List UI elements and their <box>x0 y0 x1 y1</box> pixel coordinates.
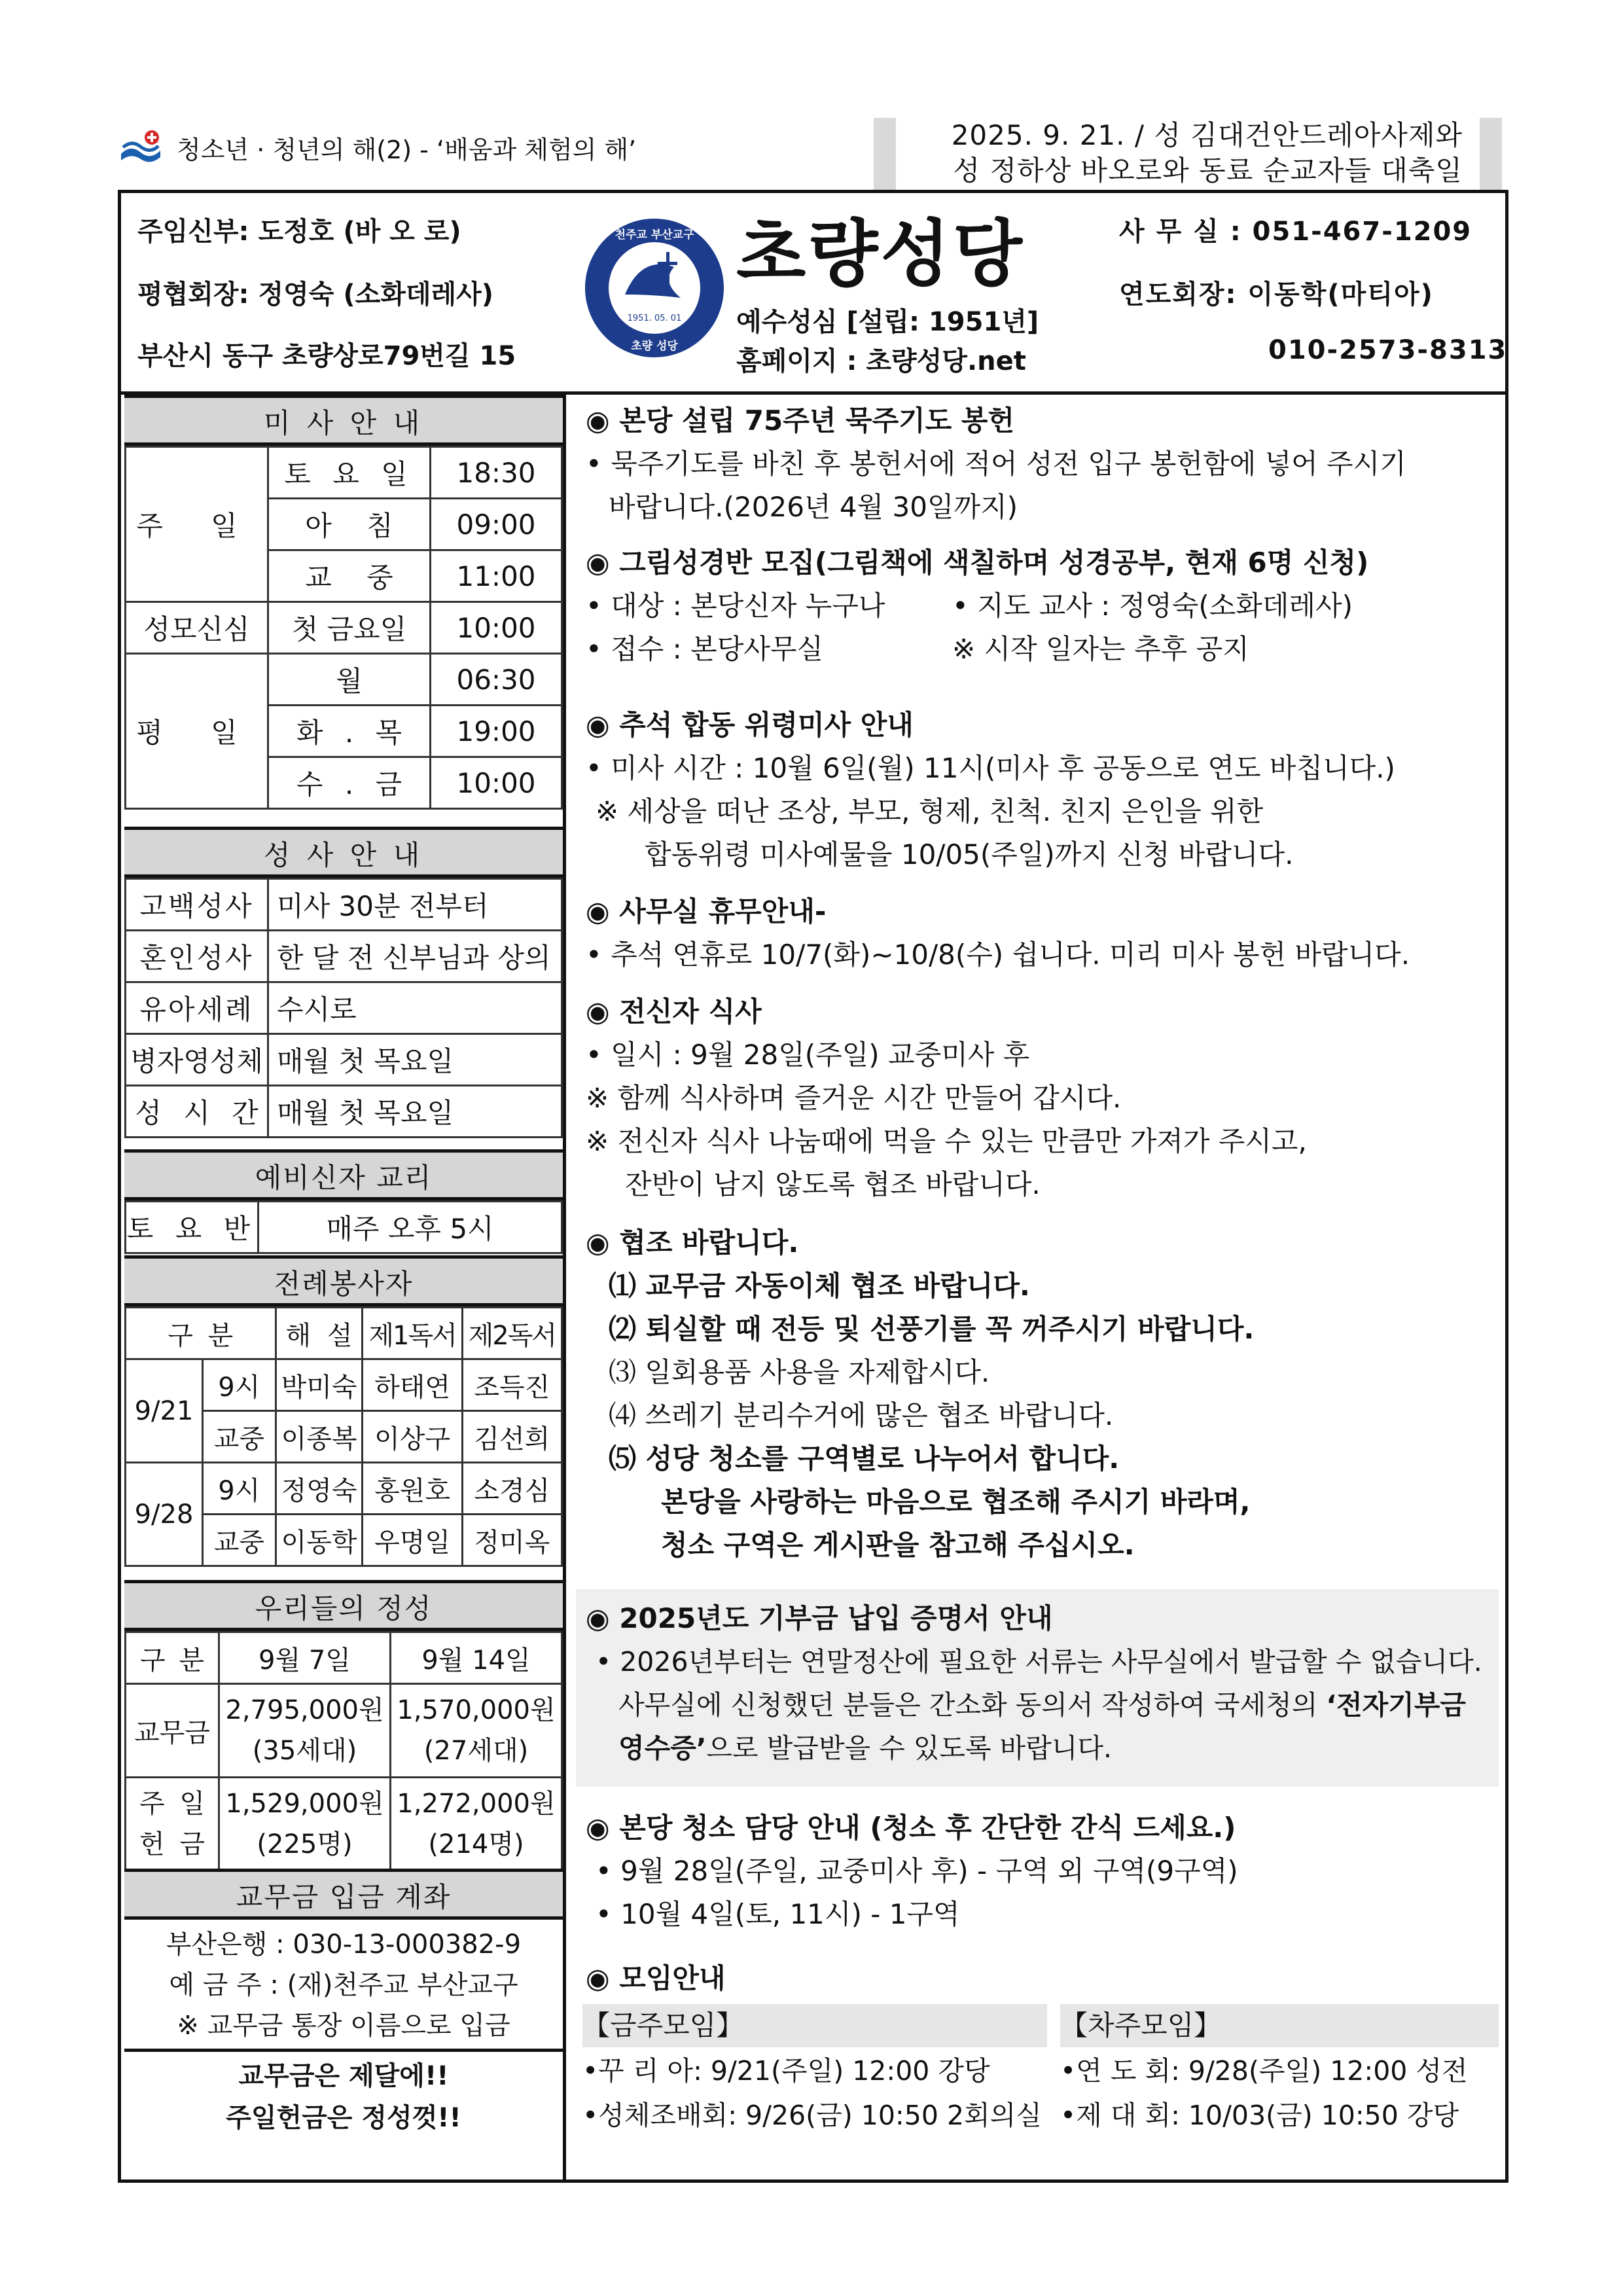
this-week-meetings-title: 【금주모임】 <box>582 2004 1047 2047</box>
account-section-title: 교무금 입금 계좌 <box>124 1869 563 1920</box>
notice-line: ※ 전신자 식사 나눔때에 먹을 수 있는 만큼만 가져가 주시고, <box>586 1125 1307 1157</box>
notice-line: ⑴ 교무금 자동이체 협조 바랍니다. <box>609 1270 1030 1302</box>
notice-cooperation <box>586 1221 1254 1567</box>
notice-line: ※ 함께 식사하며 즐거운 시간 만들어 갑시다. <box>586 1082 1122 1114</box>
sacrament-key: 고백성사 <box>126 879 268 931</box>
notice-line: ※ 세상을 떠난 조상, 부모, 형제, 친척. 친지 은인을 위한 <box>596 795 1264 827</box>
notice-line: 잔반이 남지 않도록 협조 바랍니다. <box>625 1168 1041 1200</box>
account-note: ※ 교무금 통장 이름으로 입금 <box>177 2011 510 2041</box>
notice-line: • 묵주기도를 바친 후 봉헌서에 적어 성전 입구 봉헌함에 넣어 주시기 <box>586 448 1406 480</box>
notice-line: ⑷ 쓰레기 분리수거에 많은 협조 바랍니다. <box>609 1399 1114 1431</box>
liturgy-mass: 9시 <box>203 1359 276 1411</box>
mass-wefr-time: 10:00 <box>431 757 562 809</box>
mass-tuthu: 화 . 목 <box>268 706 431 757</box>
mass-mary-day: 첫 금요일 <box>268 602 431 654</box>
notice-line: 본당을 사랑하는 마음으로 협조해 주시기 바라며, <box>661 1486 1251 1518</box>
sacrament-value: 한 달 전 신부님과 상의 <box>268 931 562 982</box>
notice-bible-class <box>586 541 1502 671</box>
notice-line: ⑸ 성당 청소를 구역별로 나누어서 합니다. <box>609 1443 1120 1475</box>
notice-line: 사무실에 신청했던 분들은 간소화 동의서 작성하여 국세청의 <box>618 1689 1327 1721</box>
slogan-line: 교무금은 제달에!! <box>238 2061 449 2091</box>
notice-line: • 10월 4일(토, 11시) - 1구역 <box>596 1898 960 1930</box>
offering-kind: 주 일 <box>139 1789 205 1819</box>
liturgy-reader2: 김선희 <box>462 1411 562 1463</box>
sacrament-value: 수시로 <box>268 982 562 1034</box>
liturgy-mass: 9시 <box>203 1463 276 1515</box>
offering-count: (214명) <box>428 1829 524 1859</box>
notice-heading: ◉ 2025년도 기부금 납입 증명서 안내 <box>586 1602 1053 1634</box>
notice-line: • 2026년부터는 연말정산에 필요한 서류는 사무실에서 발급할 수 없습니다. <box>596 1646 1482 1677</box>
notice-heading: ◉ 본당 청소 담당 안내 (청소 후 간단한 간식 드세요.) <box>586 1812 1236 1844</box>
mass-morning: 아 침 <box>268 499 431 550</box>
catechumen-table <box>124 1200 563 1254</box>
notice-memorial-mass <box>586 704 1395 876</box>
account-bank: 부산은행 : 030-13-000382-9 <box>166 1929 522 1960</box>
liturgy-reader2: 조득진 <box>462 1359 562 1411</box>
office-phone: 사 무 실 : 051-467-1209 <box>1119 217 1472 247</box>
liturgy-commentator: 이종복 <box>276 1411 363 1463</box>
notice-heading: ◉ 사무실 휴무안내- <box>586 895 827 927</box>
notice-emphasis: ‘전자기부금 <box>1326 1689 1466 1721</box>
notice-anniversary <box>586 399 1406 529</box>
offering-amount: 1,570,000원 <box>397 1695 556 1725</box>
offering-count: (225명) <box>257 1829 353 1859</box>
sacrament-table <box>124 878 563 1138</box>
offering-header: 9월 7일 <box>219 1632 391 1684</box>
mass-mary-time: 10:00 <box>431 602 562 654</box>
sacrament-key: 혼인성사 <box>126 931 268 982</box>
yeondo-head: 연도회장: 이동학(마티아) <box>1119 279 1434 310</box>
next-week-meetings <box>1060 2049 1468 2138</box>
notice-line: ⑵ 퇴실할 때 전등 및 선풍기를 꼭 꺼주시기 바랍니다. <box>609 1313 1255 1345</box>
liturgy-header: 제2독서 <box>462 1308 562 1359</box>
mass-sat-time: 18:30 <box>431 447 562 499</box>
liturgy-commentator: 이동학 <box>276 1515 363 1566</box>
offering-table <box>124 1631 563 1872</box>
liturgy-header: 해 설 <box>276 1308 363 1359</box>
council-chair: 평협회장: 정영숙 (소화데레사) <box>137 279 494 310</box>
diocese-logo-icon <box>118 128 164 167</box>
offering-kind: 교무금 <box>126 1684 219 1778</box>
offering-header: 구 분 <box>126 1632 219 1684</box>
offering-count: (27세대) <box>423 1736 529 1766</box>
liturgy-commentator: 정영숙 <box>276 1463 363 1515</box>
notice-line: 바랍니다.(2026년 4월 30일까지) <box>609 491 1018 523</box>
liturgy-commentator: 박미숙 <box>276 1359 363 1411</box>
notice-line: • 미사 시간 : 10월 6일(월) 11시(미사 후 공동으로 연도 바칩니다.) <box>586 752 1395 784</box>
notice-line: • 대상 : 본당신자 누구나 <box>586 590 885 622</box>
liturgy-mass: 교중 <box>203 1515 276 1566</box>
mass-tuthu-time: 19:00 <box>431 706 562 757</box>
liturgy-reader1: 홍원호 <box>363 1463 462 1515</box>
notice-heading: ◉ 모임안내 <box>586 1962 726 1994</box>
liturgy-reader1: 하태연 <box>363 1359 462 1411</box>
account-holder: 예 금 주 : (재)천주교 부산교구 <box>169 1970 518 2000</box>
offering-amount: 1,272,000원 <box>397 1789 556 1819</box>
notice-line: • 지도 교사 : 정영숙(소화데레사) <box>952 590 1353 622</box>
meeting-item: •꾸 리 아: 9/21(주일) 12:00 강당 <box>582 2055 990 2087</box>
offering-section-title: 우리들의 정성 <box>124 1580 563 1631</box>
meeting-item: •연 도 회: 9/28(주일) 12:00 성전 <box>1060 2055 1468 2087</box>
offering-amount: 1,529,000원 <box>225 1789 384 1819</box>
column-divider <box>563 391 566 2183</box>
sacrament-value: 매월 첫 목요일 <box>268 1086 562 1138</box>
meeting-item: •성체조배회: 9/26(금) 10:50 2회의실 <box>582 2100 1042 2131</box>
this-week-meetings <box>582 2049 1042 2138</box>
notice-line: • 9월 28일(주일, 교중미사 후) - 구역 외 구역(9구역) <box>596 1855 1238 1887</box>
liturgy-reader2: 소경심 <box>462 1463 562 1515</box>
liturgy-table <box>124 1306 563 1567</box>
notice-line: • 일시 : 9월 28일(주일) 교중미사 후 <box>586 1039 1030 1071</box>
notice-line: 청소 구역은 게시판을 참고해 주십시오. <box>661 1529 1135 1561</box>
homepage: 홈페이지 : 초량성당.net <box>736 346 1026 376</box>
liturgy-date: 9/28 <box>126 1463 203 1566</box>
sacrament-value: 미사 30분 전부터 <box>268 879 562 931</box>
mass-gyojung-time: 11:00 <box>431 550 562 602</box>
notice-heading: ◉ 추석 합동 위령미사 안내 <box>586 709 914 741</box>
next-week-meetings-title: 【차주모임】 <box>1060 2004 1499 2047</box>
feast-date: 2025. 9. 21. / 성 김대건안드레아사제와 <box>951 119 1463 151</box>
mass-sat: 토 요 일 <box>268 447 431 499</box>
notice-donation <box>586 1597 1482 1770</box>
seal-date-text: 1951. 05. 01 <box>627 314 682 323</box>
notice-line: • 추석 연휴로 10/7(화)~10/8(수) 쉽니다. 미리 미사 봉헌 바랍니다. <box>586 939 1410 971</box>
liturgy-section-title: 전례봉사자 <box>124 1255 563 1306</box>
mass-gyojung: 교 중 <box>268 550 431 602</box>
mass-morning-time: 09:00 <box>431 499 562 550</box>
catechumen-section-title: 예비신자 교리 <box>124 1149 563 1200</box>
liturgy-reader2: 정미옥 <box>462 1515 562 1566</box>
offering-header: 9월 14일 <box>391 1632 562 1684</box>
sacrament-value: 매월 첫 목요일 <box>268 1034 562 1086</box>
account-info <box>124 1924 563 2046</box>
notice-line: 으로 발급받을 수 있도록 바랍니다. <box>706 1732 1113 1764</box>
liturgy-reader1: 우명일 <box>363 1515 462 1566</box>
mass-table <box>124 446 563 810</box>
notice-line: 합동위령 미사예물을 10/05(주일)까지 신청 바랍니다. <box>645 838 1294 870</box>
sacrament-section-title: 성 사 안 내 <box>124 827 563 878</box>
seal-bottom-text: 초량 성당 <box>631 340 678 353</box>
liturgy-header: 구 분 <box>126 1308 276 1359</box>
sacrament-key: 유아세례 <box>126 982 268 1034</box>
catechumen-class: 토 요 반 <box>126 1202 259 1253</box>
sacrament-key: 병자영성체 <box>126 1034 268 1086</box>
liturgy-header: 제1독서 <box>363 1308 462 1359</box>
account-slogan <box>124 2055 563 2139</box>
notice-meetings-heading <box>586 1957 726 2000</box>
notice-office-closed <box>586 890 1410 977</box>
theme-line <box>118 128 636 167</box>
pastor: 주임신부: 도정호 (바 오 로) <box>137 217 461 247</box>
notice-line: • 접수 : 본당사무실 <box>586 633 823 665</box>
notice-heading: ◉ 그림성경반 모집(그림책에 색칠하며 성경공부, 현재 6명 신청) <box>586 547 1369 579</box>
mass-wefr: 수 . 금 <box>268 757 431 809</box>
offering-amount: 2,795,000원 <box>225 1695 384 1725</box>
patron: 예수성심 [설립: 1951년] <box>736 307 1039 337</box>
notice-line: ⑶ 일회용품 사용을 자제합시다. <box>609 1356 990 1388</box>
church-seal-icon <box>582 216 726 360</box>
offering-count: (35세대) <box>252 1736 357 1766</box>
notice-heading: ◉ 본당 설립 75주년 묵주기도 봉헌 <box>586 404 1015 437</box>
mass-section-title: 미 사 안 내 <box>124 395 563 446</box>
notice-heading: ◉ 협조 바랍니다. <box>586 1227 799 1259</box>
offering-kind: 헌 금 <box>139 1829 205 1859</box>
seal-top-text: 천주교 부산교구 <box>615 228 694 242</box>
notice-meal <box>586 990 1307 1206</box>
yeondo-phone: 010-2573-8313 <box>1268 335 1508 365</box>
church-name: 초량성당 <box>736 212 1026 296</box>
notice-cleaning <box>586 1806 1238 1936</box>
notice-emphasis: 영수증’ <box>618 1732 707 1764</box>
liturgy-reader1: 이상구 <box>363 1411 462 1463</box>
catechumen-time: 매주 오후 5시 <box>259 1202 562 1253</box>
mass-mon: 월 <box>268 654 431 706</box>
mass-mary: 성모신심 <box>126 602 268 654</box>
year-theme: 청소년 · 청년의 해(2) - ‘배움과 체험의 해’ <box>177 135 637 164</box>
mass-weekday-label: 평 일 <box>126 654 268 809</box>
mass-sunday-label: 주 일 <box>126 447 268 602</box>
sacrament-key: 성 시 간 <box>126 1086 268 1138</box>
liturgy-date: 9/21 <box>126 1359 203 1463</box>
liturgy-mass: 교중 <box>203 1411 276 1463</box>
address: 부산시 동구 초량상로79번길 15 <box>137 341 516 371</box>
meeting-item: •제 대 회: 10/03(금) 10:50 강당 <box>1060 2100 1459 2131</box>
notice-heading: ◉ 전신자 식사 <box>586 996 762 1028</box>
feast-name: 성 정하상 바오로와 동료 순교자들 대축일 <box>953 154 1463 187</box>
notice-line: ※ 시작 일자는 추후 공지 <box>952 633 1249 665</box>
slogan-line: 주일헌금은 정성껏!! <box>226 2103 461 2133</box>
mass-mon-time: 06:30 <box>431 654 562 706</box>
feast-date-box <box>874 118 1502 190</box>
